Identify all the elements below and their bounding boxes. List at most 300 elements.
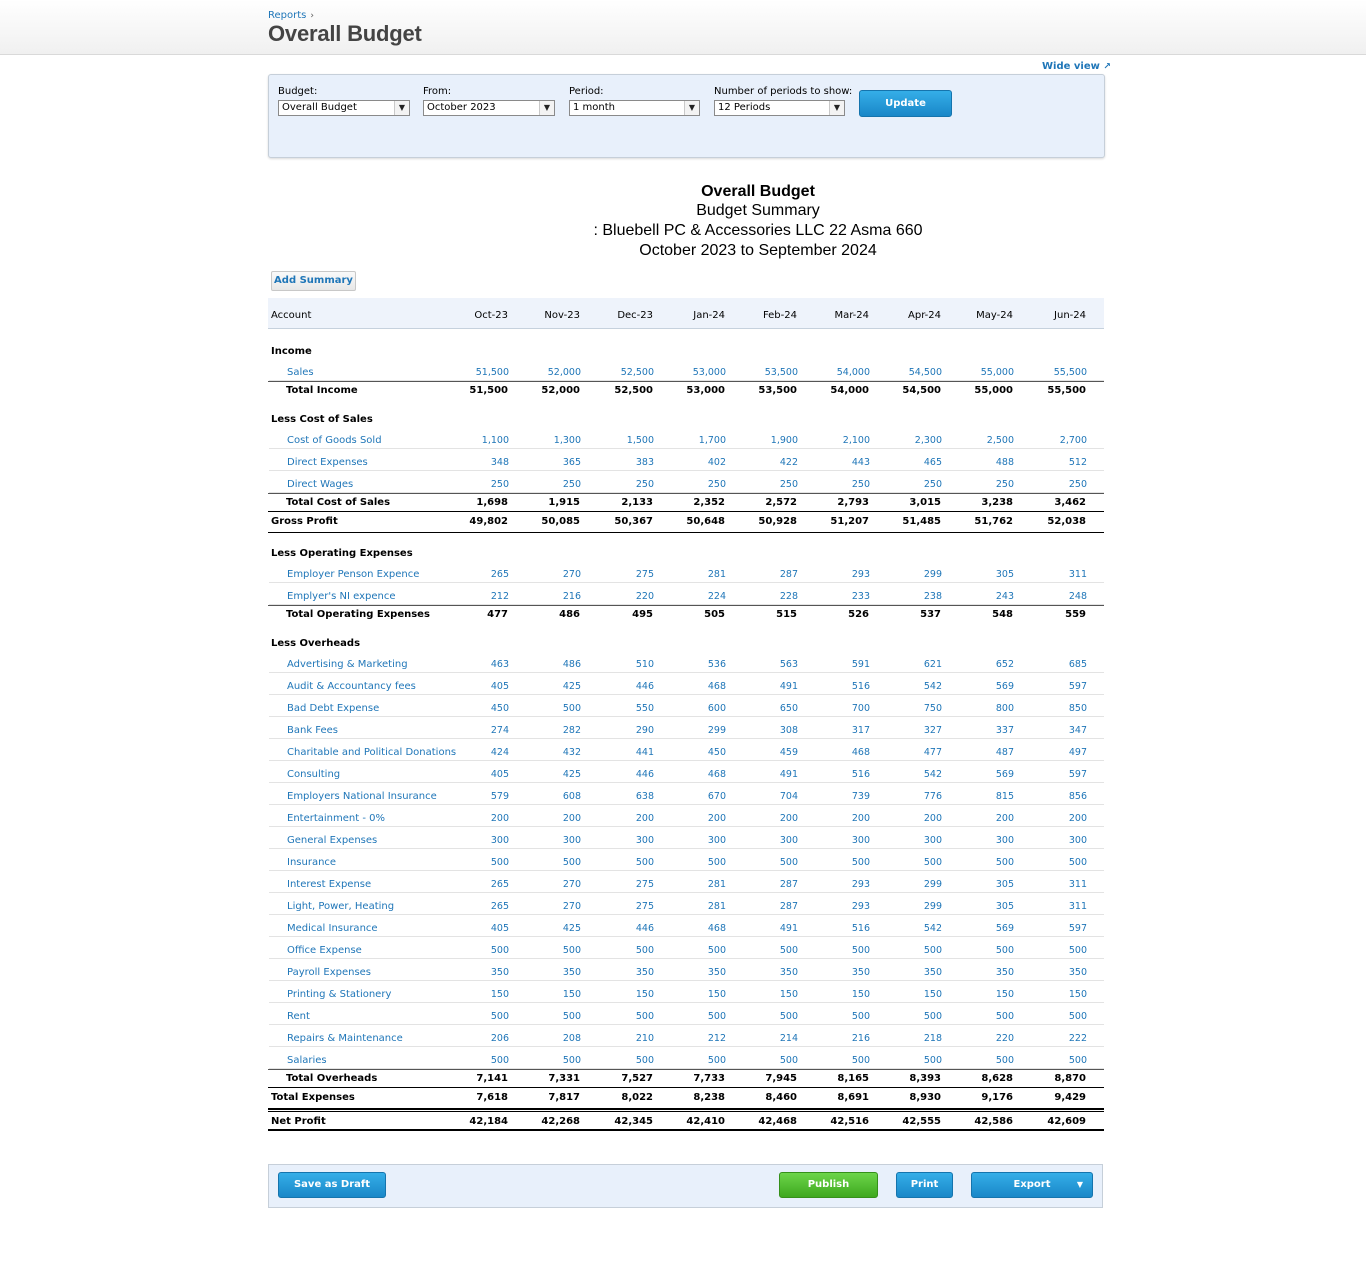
amount-cell[interactable]: 500 [490,1011,509,1022]
wide-view-link[interactable] [1042,61,1111,72]
amount-cell[interactable]: 569 [995,923,1014,934]
amount-cell[interactable]: 55,000 [980,367,1014,378]
amount-cell[interactable]: 608 [562,791,581,802]
amount-cell[interactable]: 446 [635,769,654,780]
amount-cell[interactable]: 383 [635,457,654,468]
amount-cell[interactable]: 311 [1068,901,1087,912]
amount-cell[interactable]: 739 [851,791,870,802]
amount-cell[interactable]: 218 [923,1033,942,1044]
amount-cell[interactable]: 670 [707,791,726,802]
amount-cell[interactable]: 685 [1068,659,1087,670]
amount-cell[interactable]: 224 [707,591,726,602]
account-link[interactable]: Emplyer's NI expence [287,591,396,602]
amount-cell[interactable]: 250 [490,479,509,490]
amount-cell[interactable]: 222 [1068,1033,1087,1044]
account-link[interactable]: Bad Debt Expense [287,703,380,714]
amount-cell[interactable]: 290 [635,725,654,736]
amount-cell[interactable]: 569 [995,681,1014,692]
total-amount-cell: 9,176 [981,1092,1013,1103]
amount-cell[interactable]: 1,300 [553,435,581,446]
amount-cell[interactable]: 287 [779,901,798,912]
amount-cell[interactable]: 250 [707,479,726,490]
num-periods-filter [714,86,852,116]
row-label: Total Cost of Sales [286,497,391,508]
amount-cell[interactable]: 300 [490,835,509,846]
amount-cell[interactable]: 208 [562,1033,581,1044]
amount-cell[interactable]: 542 [923,769,942,780]
amount-cell[interactable]: 299 [707,725,726,736]
export-button[interactable] [971,1172,1093,1198]
amount-cell[interactable]: 516 [851,681,870,692]
amount-cell[interactable]: 563 [779,659,798,670]
amount-cell[interactable]: 281 [707,569,726,580]
column-header: Mar-24 [834,310,869,321]
amount-cell[interactable]: 550 [635,703,654,714]
amount-cell[interactable]: 468 [707,681,726,692]
amount-cell[interactable]: 281 [707,879,726,890]
amount-cell[interactable]: 500 [707,857,726,868]
amount-cell[interactable]: 500 [562,857,581,868]
amount-cell[interactable]: 200 [779,813,798,824]
amount-cell[interactable]: 287 [779,569,798,580]
amount-cell[interactable]: 500 [779,857,798,868]
account-link[interactable]: Charitable and Political Donations [287,747,457,758]
amount-cell[interactable]: 287 [779,879,798,890]
amount-cell[interactable]: 500 [851,1055,870,1066]
amount-cell[interactable]: 150 [923,989,942,1000]
account-link[interactable]: Payroll Expenses [287,967,372,978]
chevron-down-icon: ▼ [829,101,844,115]
amount-cell[interactable]: 441 [635,747,654,758]
amount-cell[interactable]: 2,500 [986,435,1014,446]
amount-cell[interactable]: 402 [707,457,726,468]
amount-cell[interactable]: 150 [1068,989,1087,1000]
account-link[interactable]: Bank Fees [287,725,339,736]
amount-cell[interactable]: 500 [923,945,942,956]
total-amount-cell: 7,141 [476,1073,508,1084]
amount-cell[interactable]: 248 [1068,591,1087,602]
amount-cell[interactable]: 516 [851,769,870,780]
amount-cell[interactable]: 275 [635,569,654,580]
update-button[interactable]: Update [859,90,952,117]
amount-cell[interactable]: 465 [923,457,942,468]
amount-cell[interactable]: 200 [562,813,581,824]
amount-cell[interactable]: 405 [490,923,509,934]
amount-cell[interactable]: 800 [995,703,1014,714]
row-label: Income [271,346,312,357]
add-summary-button[interactable]: Add Summary [271,271,356,291]
amount-cell[interactable]: 815 [995,791,1014,802]
amount-cell[interactable]: 51,500 [475,367,509,378]
amount-cell[interactable]: 305 [995,901,1014,912]
amount-cell[interactable]: 486 [562,659,581,670]
amount-cell[interactable]: 300 [635,835,654,846]
amount-cell[interactable]: 488 [995,457,1014,468]
amount-cell[interactable]: 500 [1068,1055,1087,1066]
amount-cell[interactable]: 500 [562,1055,581,1066]
chevron-down-icon[interactable]: ▼ [1076,1180,1084,1189]
amount-cell[interactable]: 347 [1068,725,1087,736]
amount-cell[interactable]: 652 [995,659,1014,670]
amount-cell[interactable]: 300 [779,835,798,846]
amount-cell[interactable]: 597 [1068,923,1087,934]
save-draft-button[interactable]: Save as Draft [278,1172,386,1198]
total-amount-cell: 49,802 [469,516,508,527]
amount-cell[interactable]: 220 [995,1033,1014,1044]
account-link[interactable]: Cost of Goods Sold [287,435,382,446]
amount-cell[interactable]: 265 [490,879,509,890]
amount-cell[interactable]: 500 [923,857,942,868]
amount-cell[interactable]: 450 [490,703,509,714]
amount-cell[interactable]: 500 [707,1011,726,1022]
amount-cell[interactable]: 350 [707,967,726,978]
amount-cell[interactable]: 510 [635,659,654,670]
section-header-row [268,623,1104,651]
amount-cell[interactable]: 53,000 [692,367,726,378]
budget-select[interactable] [278,100,410,116]
amount-cell[interactable]: 300 [851,835,870,846]
amount-cell[interactable]: 200 [1068,813,1087,824]
amount-cell[interactable]: 300 [923,835,942,846]
amount-cell[interactable]: 500 [635,945,654,956]
total-amount-cell: 42,586 [974,1116,1013,1127]
account-link[interactable]: Advertising & Marketing [287,659,408,670]
from-filter [423,86,555,116]
amount-cell[interactable]: 293 [851,569,870,580]
amount-cell[interactable]: 270 [562,901,581,912]
amount-cell[interactable]: 500 [562,703,581,714]
amount-cell[interactable]: 500 [851,1011,870,1022]
amount-cell[interactable]: 54,500 [908,367,942,378]
amount-cell[interactable]: 500 [1068,857,1087,868]
table-row [269,427,1104,449]
row-label: Total Overheads [286,1073,378,1084]
amount-cell[interactable]: 2,700 [1059,435,1087,446]
total-row [268,493,1104,511]
amount-cell[interactable]: 300 [707,835,726,846]
total-amount-cell: 2,352 [693,497,725,508]
amount-cell[interactable]: 200 [707,813,726,824]
amount-cell[interactable]: 500 [1068,1011,1087,1022]
amount-cell[interactable]: 228 [779,591,798,602]
amount-cell[interactable]: 856 [1068,791,1087,802]
amount-cell[interactable]: 53,500 [764,367,798,378]
amount-cell[interactable]: 405 [490,769,509,780]
amount-cell[interactable]: 250 [923,479,942,490]
amount-cell[interactable]: 275 [635,901,654,912]
amount-cell[interactable]: 500 [490,1055,509,1066]
amount-cell[interactable]: 2,100 [842,435,870,446]
amount-cell[interactable]: 468 [851,747,870,758]
amount-cell[interactable]: 463 [490,659,509,670]
amount-cell[interactable]: 491 [779,923,798,934]
total-amount-cell: 486 [559,609,580,620]
table-body [268,329,1104,1131]
amount-cell[interactable]: 311 [1068,879,1087,890]
amount-cell[interactable]: 500 [490,857,509,868]
amount-cell[interactable]: 212 [490,591,509,602]
amount-cell[interactable]: 450 [707,747,726,758]
amount-cell[interactable]: 500 [635,1055,654,1066]
amount-cell[interactable]: 300 [1068,835,1087,846]
account-link[interactable]: Rent [287,1011,310,1022]
amount-cell[interactable]: 497 [1068,747,1087,758]
row-label: Less Overheads [271,638,361,649]
amount-cell[interactable]: 704 [779,791,798,802]
amount-cell[interactable]: 536 [707,659,726,670]
amount-cell[interactable]: 621 [923,659,942,670]
amount-cell[interactable]: 500 [995,857,1014,868]
amount-cell[interactable]: 500 [779,1011,798,1022]
amount-cell[interactable]: 516 [851,923,870,934]
amount-cell[interactable]: 365 [562,457,581,468]
account-link[interactable]: General Expenses [287,835,378,846]
account-link[interactable]: Insurance [287,857,337,868]
section-header-row [268,329,1104,359]
account-link[interactable]: Printing & Stationery [287,989,392,1000]
amount-cell[interactable]: 500 [995,945,1014,956]
amount-cell[interactable]: 350 [635,967,654,978]
amount-cell[interactable]: 468 [707,923,726,934]
amount-cell[interactable]: 55,500 [1053,367,1087,378]
amount-cell[interactable]: 150 [635,989,654,1000]
amount-cell[interactable]: 600 [707,703,726,714]
account-link[interactable]: Sales [287,367,314,378]
amount-cell[interactable]: 446 [635,681,654,692]
amount-cell[interactable]: 299 [923,901,942,912]
table-row [269,959,1104,981]
amount-cell[interactable]: 468 [707,769,726,780]
amount-cell[interactable]: 425 [562,923,581,934]
amount-cell[interactable]: 250 [1068,479,1087,490]
amount-cell[interactable]: 293 [851,901,870,912]
amount-cell[interactable]: 776 [923,791,942,802]
amount-cell[interactable]: 293 [851,879,870,890]
amount-cell[interactable]: 150 [851,989,870,1000]
amount-cell[interactable]: 443 [851,457,870,468]
account-link[interactable]: Direct Expenses [287,457,368,468]
total-amount-cell: 51,500 [469,385,508,396]
amount-cell[interactable]: 1,700 [698,435,726,446]
amount-cell[interactable]: 200 [490,813,509,824]
total-amount-cell: 50,648 [686,516,725,527]
amount-cell[interactable]: 299 [923,569,942,580]
total-amount-cell: 7,618 [476,1092,508,1103]
account-link[interactable]: Office Expense [287,945,362,956]
amount-cell[interactable]: 500 [635,1011,654,1022]
account-link[interactable]: Audit & Accountancy fees [287,681,416,692]
amount-cell[interactable]: 274 [490,725,509,736]
amount-cell[interactable]: 512 [1068,457,1087,468]
amount-cell[interactable]: 350 [562,967,581,978]
amount-cell[interactable]: 350 [779,967,798,978]
publish-button[interactable]: Publish [779,1172,878,1198]
amount-cell[interactable]: 500 [562,945,581,956]
amount-cell[interactable]: 500 [851,857,870,868]
amount-cell[interactable]: 327 [923,725,942,736]
amount-cell[interactable]: 1,500 [626,435,654,446]
amount-cell[interactable]: 300 [995,835,1014,846]
amount-cell[interactable]: 216 [562,591,581,602]
amount-cell[interactable]: 459 [779,747,798,758]
amount-cell[interactable]: 200 [635,813,654,824]
report-organisation: : Bluebell PC & Accessories LLC 22 Asma 660 [593,222,923,239]
amount-cell[interactable]: 2,300 [914,435,942,446]
amount-cell[interactable]: 500 [995,1011,1014,1022]
amount-cell[interactable]: 850 [1068,703,1087,714]
amount-cell[interactable]: 542 [923,681,942,692]
amount-cell[interactable]: 282 [562,725,581,736]
budget-table [268,298,1104,1131]
total-amount-cell: 52,500 [614,385,653,396]
account-link[interactable]: Employer Penson Expence [287,569,420,580]
amount-cell[interactable]: 425 [562,769,581,780]
amount-cell[interactable]: 500 [707,1055,726,1066]
amount-cell[interactable]: 275 [635,879,654,890]
amount-cell[interactable]: 500 [562,1011,581,1022]
amount-cell[interactable]: 214 [779,1033,798,1044]
account-link[interactable]: Salaries [287,1055,327,1066]
total-amount-cell: 42,184 [469,1116,508,1127]
amount-cell[interactable]: 200 [995,813,1014,824]
amount-cell[interactable]: 350 [995,967,1014,978]
amount-cell[interactable]: 500 [923,1011,942,1022]
amount-cell[interactable]: 1,100 [481,435,509,446]
column-header: Dec-23 [617,310,653,321]
amount-cell[interactable]: 150 [707,989,726,1000]
amount-cell[interactable]: 477 [923,747,942,758]
account-link[interactable]: Consulting [287,769,341,780]
amount-cell[interactable]: 270 [562,569,581,580]
amount-cell[interactable]: 348 [490,457,509,468]
amount-cell[interactable]: 432 [562,747,581,758]
amount-cell[interactable]: 52,000 [547,367,581,378]
amount-cell[interactable]: 500 [635,857,654,868]
print-button[interactable]: Print [896,1172,953,1198]
amount-cell[interactable]: 500 [923,1055,942,1066]
total-amount-cell: 2,133 [621,497,653,508]
amount-cell[interactable]: 305 [995,879,1014,890]
amount-cell[interactable]: 542 [923,923,942,934]
amount-cell[interactable]: 487 [995,747,1014,758]
amount-cell[interactable]: 500 [490,945,509,956]
amount-cell[interactable]: 500 [1068,945,1087,956]
amount-cell[interactable]: 750 [923,703,942,714]
amount-cell[interactable]: 233 [851,591,870,602]
amount-cell[interactable]: 243 [995,591,1014,602]
period-select[interactable] [569,100,700,116]
amount-cell[interactable]: 317 [851,725,870,736]
amount-cell[interactable]: 210 [635,1033,654,1044]
amount-cell[interactable]: 337 [995,725,1014,736]
amount-cell[interactable]: 216 [851,1033,870,1044]
amount-cell[interactable]: 305 [995,569,1014,580]
account-link[interactable]: Medical Insurance [287,923,378,934]
amount-cell[interactable]: 238 [923,591,942,602]
table-row [269,717,1104,739]
amount-cell[interactable]: 350 [1068,967,1087,978]
total-amount-cell: 7,527 [621,1073,653,1084]
amount-cell[interactable]: 350 [851,967,870,978]
amount-cell[interactable]: 270 [562,879,581,890]
amount-cell[interactable]: 569 [995,769,1014,780]
amount-cell[interactable]: 700 [851,703,870,714]
amount-cell[interactable]: 500 [779,1055,798,1066]
amount-cell[interactable]: 281 [707,901,726,912]
amount-cell[interactable]: 638 [635,791,654,802]
table-row [269,871,1104,893]
amount-cell[interactable]: 300 [562,835,581,846]
amount-cell[interactable]: 650 [779,703,798,714]
amount-cell[interactable]: 308 [779,725,798,736]
amount-cell[interactable]: 579 [490,791,509,802]
amount-cell[interactable]: 500 [779,945,798,956]
account-link[interactable]: Employers National Insurance [287,791,437,802]
breadcrumb-reports-link[interactable]: Reports [268,10,307,21]
amount-cell[interactable]: 591 [851,659,870,670]
amount-cell[interactable]: 350 [923,967,942,978]
amount-cell[interactable]: 500 [707,945,726,956]
amount-cell[interactable]: 250 [995,479,1014,490]
total-amount-cell: 3,015 [909,497,941,508]
amount-cell[interactable]: 597 [1068,681,1087,692]
amount-cell[interactable]: 250 [562,479,581,490]
amount-cell[interactable]: 200 [923,813,942,824]
amount-cell[interactable]: 1,900 [770,435,798,446]
amount-cell[interactable]: 150 [779,989,798,1000]
table-row [269,1003,1104,1025]
num-periods-select[interactable] [714,100,845,116]
table-row [269,695,1104,717]
amount-cell[interactable]: 250 [635,479,654,490]
amount-cell[interactable]: 491 [779,769,798,780]
amount-cell[interactable]: 52,500 [620,367,654,378]
account-link[interactable]: Interest Expense [287,879,372,890]
amount-cell[interactable]: 250 [779,479,798,490]
amount-cell[interactable]: 422 [779,457,798,468]
from-select[interactable] [423,100,555,116]
total-row [268,1069,1104,1087]
amount-cell[interactable]: 405 [490,681,509,692]
amount-cell[interactable]: 265 [490,569,509,580]
amount-cell[interactable]: 220 [635,591,654,602]
amount-cell[interactable]: 424 [490,747,509,758]
amount-cell[interactable]: 206 [490,1033,509,1044]
amount-cell[interactable]: 54,000 [836,367,870,378]
amount-cell[interactable]: 150 [490,989,509,1000]
amount-cell[interactable]: 150 [995,989,1014,1000]
amount-cell[interactable]: 500 [995,1055,1014,1066]
amount-cell[interactable]: 150 [562,989,581,1000]
table-row [269,1025,1104,1047]
amount-cell[interactable]: 350 [490,967,509,978]
amount-cell[interactable]: 446 [635,923,654,934]
amount-cell[interactable]: 265 [490,901,509,912]
amount-cell[interactable]: 311 [1068,569,1087,580]
amount-cell[interactable]: 212 [707,1033,726,1044]
amount-cell[interactable]: 425 [562,681,581,692]
amount-cell[interactable]: 597 [1068,769,1087,780]
amount-cell[interactable]: 491 [779,681,798,692]
amount-cell[interactable]: 500 [851,945,870,956]
amount-cell[interactable]: 250 [851,479,870,490]
amount-cell[interactable]: 299 [923,879,942,890]
amount-cell[interactable]: 200 [851,813,870,824]
account-link[interactable]: Light, Power, Heating [287,901,395,912]
account-link[interactable]: Repairs & Maintenance [287,1033,403,1044]
account-link[interactable]: Entertainment - 0% [287,813,385,824]
account-link[interactable]: Direct Wages [287,479,354,490]
